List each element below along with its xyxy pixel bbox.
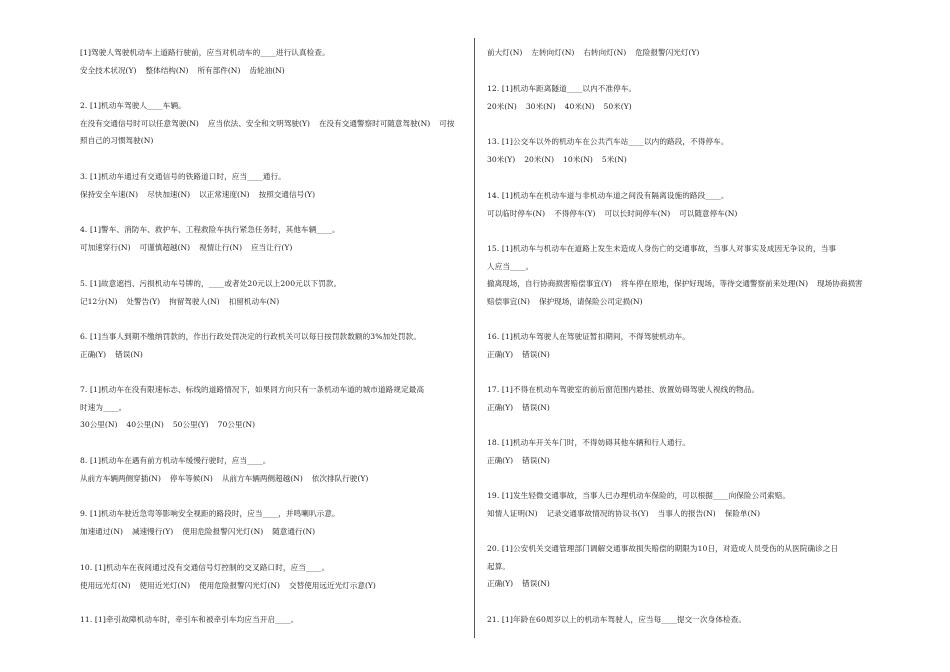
option: 交替使用远近光灯示意(Y)	[289, 580, 376, 590]
option: 随意通行(N)	[272, 526, 316, 536]
question-text: 19. [1]发生轻微交通事故，当事人已办理机动车保险的，可以根据____向保险公司索赔。	[487, 491, 791, 500]
option: 所有部件(N)	[197, 65, 241, 75]
question-options	[80, 416, 462, 434]
option: 正确(Y)	[80, 349, 107, 359]
question-options	[80, 186, 462, 204]
option: 拘留驾驶人(N)	[169, 296, 220, 306]
option: 30公里(N)	[80, 420, 118, 429]
option: 将车停在原地，保护好现场，等待交通警察前来处理(N)	[620, 279, 809, 288]
option: 保持安全车速(N)	[80, 189, 139, 199]
option: 保护现场，请保险公司定损(N)	[538, 296, 643, 306]
option: 正确(Y)	[487, 455, 514, 465]
option: 停车等候(N)	[169, 473, 213, 483]
question-21	[487, 611, 869, 629]
question-4	[80, 221, 462, 256]
question-options	[487, 205, 869, 223]
question-text: 4. [1]警车、消防车、救护车、工程救险车执行紧急任务时，其他车辆____。	[80, 225, 340, 234]
question-3	[80, 168, 462, 203]
column-divider	[474, 38, 475, 638]
option: 扣留机动车(N)	[228, 296, 280, 306]
option: 加速通过(N)	[80, 526, 123, 536]
question-text-cont: 起算。	[487, 561, 511, 571]
option: 以正常速度(N)	[199, 189, 250, 199]
question-options	[487, 275, 869, 310]
question-options	[80, 239, 462, 257]
option: 可加速穿行(N)	[80, 242, 131, 252]
question-options	[80, 346, 462, 364]
question-text: [1]驾驶人驾驶机动车上道路行驶前，应当对机动车的____进行认真检查。	[80, 48, 330, 57]
question-text: 18. [1]机动车开关车门时，不得妨碍其他车辆和行人通行。	[487, 438, 690, 447]
option: 按照交通信号(Y)	[258, 189, 316, 199]
question-text: 21. [1]年龄在60周岁以上的机动车驾驶人，应当每____提交一次身体检查。	[487, 615, 747, 624]
option: 正确(Y)	[487, 402, 514, 412]
question-text: 2. [1]机动车驾驶人____车辆。	[80, 101, 186, 110]
option: 使用远光灯(N)	[80, 580, 131, 590]
option: 处警告(Y)	[126, 296, 161, 306]
option: 错误(N)	[522, 349, 550, 359]
question-text-cont: 人应当____。	[487, 261, 534, 271]
option: 40米(N)	[564, 101, 595, 111]
question-16	[487, 328, 869, 363]
question-9	[80, 505, 462, 540]
option: 记录交通事故情况的协议书(Y)	[546, 508, 649, 518]
question-options	[487, 98, 869, 116]
option: 5米(N)	[601, 154, 627, 164]
option: 错误(N)	[522, 402, 550, 412]
option: 知情人证明(N)	[487, 508, 538, 518]
question-options	[80, 62, 462, 80]
question-8	[80, 452, 462, 487]
question-options	[487, 44, 869, 62]
question-text: 6. [1]当事人到期不缴纳罚款的，作出行政处罚决定的行政机关可以每日按罚款数额的3%加处罚款。	[80, 332, 422, 341]
question-13	[487, 133, 869, 168]
question-2	[80, 97, 462, 150]
question-text: 13. [1]公交车以外的机动车在公共汽车站____以内的路段，不得停车。	[487, 137, 729, 146]
question-options	[80, 293, 462, 311]
question-1	[80, 44, 462, 79]
option: 20米(N)	[487, 101, 517, 111]
option: 30米(Y)	[487, 154, 516, 164]
option: 当事人的报告(N)	[657, 508, 716, 518]
question-text: 9. [1]机动车驶近急弯等影响安全视距的路段时，应当____，并鸣喇叭示意。	[80, 509, 340, 518]
question-options	[487, 452, 869, 470]
question-text: 5. [1]故意遮挡、污损机动车号牌的，____或者处20元以上200元以下罚款。	[80, 279, 342, 288]
option: 正确(Y)	[487, 579, 514, 588]
option: 左转向灯(N)	[531, 48, 575, 57]
option: 可以长时间停车(N)	[604, 208, 671, 218]
option: 可按照自己的习惯驾驶(N)	[80, 118, 455, 145]
question-19	[487, 487, 869, 522]
question-options	[80, 470, 462, 488]
option: 使用危险报警闪光灯(N)	[182, 526, 264, 536]
question-text: 17. [1]不得在机动车驾驶室的前后窗范围内悬挂、放置妨碍驾驶人视线的物品。	[487, 385, 760, 394]
option: 整体结构(N)	[145, 65, 189, 75]
question-text: 8. [1]机动车在遇有前方机动车缓慢行驶时，应当____。	[80, 456, 271, 465]
option: 右转向灯(N)	[583, 48, 627, 57]
option: 现场协商损害赔偿事宜(N)	[487, 279, 863, 306]
question-15	[487, 240, 869, 310]
question-options	[487, 575, 869, 593]
question-options	[80, 115, 462, 150]
option: 危险报警闪光灯(Y)	[635, 48, 700, 57]
option: 70公里(N)	[217, 420, 256, 429]
option: 使用近光灯(N)	[139, 580, 191, 590]
option: 可以临时停车(N)	[487, 208, 546, 218]
question-options	[487, 505, 869, 523]
question-6	[80, 328, 462, 363]
option: 错误(N)	[522, 455, 550, 465]
option: 在没有交通信号时可以任意驾驶(N)	[80, 118, 199, 128]
question-options	[487, 151, 869, 169]
question-5	[80, 275, 462, 310]
option: 保险单(N)	[724, 508, 761, 518]
question-11-options	[487, 44, 869, 62]
option: 记12分(N)	[80, 296, 118, 306]
option: 50公里(Y)	[172, 420, 209, 429]
question-text: 20. [1]公安机关交通管理部门调解交通事故损失赔偿的期限为10日，对造成人员受伤的从医院确诊之日	[487, 544, 839, 553]
option: 10米(N)	[563, 154, 593, 164]
question-20	[487, 540, 869, 593]
option: 错误(N)	[522, 579, 550, 588]
question-text: 12. [1]机动车距离隧道____以内不准停车。	[487, 84, 637, 93]
question-text: 7. [1]机动车在没有限速标志、标线的道路情况下，如果同方向只有一条机动车道的城市道路规定最高	[80, 385, 425, 394]
option: 安全技术状况(Y)	[80, 65, 137, 75]
option: 30米(N)	[525, 101, 556, 111]
option: 从前方车辆两侧穿插(N)	[80, 473, 161, 483]
option: 50米(Y)	[603, 101, 632, 111]
option: 应当依法、安全和文明驾驶(Y)	[207, 118, 310, 128]
question-options	[487, 399, 869, 417]
option: 可谨慎超越(N)	[139, 242, 191, 252]
question-18	[487, 434, 869, 469]
option: 尽快加速(N)	[147, 189, 191, 199]
question-11	[80, 611, 462, 629]
question-14	[487, 187, 869, 222]
question-text: 10. [1]机动车在夜间通过没有交通信号灯控制的交叉路口时，应当____。	[80, 563, 330, 572]
question-text: 14. [1]机动车在机动车道与非机动车道之间没有隔离设施的路段____。	[487, 191, 729, 200]
question-options	[80, 577, 462, 595]
question-12	[487, 80, 869, 115]
option: 前大灯(N)	[487, 48, 523, 57]
option: 应当让行(Y)	[251, 242, 293, 252]
option: 依次排队行驶(Y)	[311, 473, 369, 483]
question-text: 3. [1]机动车通过有交通信号的铁路道口时，应当____通行。	[80, 172, 286, 181]
question-text: 16. [1]机动车驾驶人在驾驶证暂扣期间，不得驾驶机动车。	[487, 332, 690, 341]
question-options	[487, 346, 869, 364]
option: 在没有交通警察时可随意驾驶(N)	[318, 118, 431, 128]
option: 齿轮油(N)	[249, 65, 285, 75]
option: 正确(Y)	[487, 349, 514, 359]
option: 错误(N)	[115, 349, 143, 359]
option: 从前方车辆两侧超越(N)	[221, 473, 303, 483]
question-7	[80, 381, 462, 434]
option: 减速慢行(Y)	[131, 526, 174, 536]
question-options	[80, 523, 462, 541]
option: 不得停车(Y)	[554, 208, 596, 218]
question-text-cont: 时速为____。	[80, 402, 127, 412]
question-10	[80, 559, 462, 594]
option: 使用危险报警闪光灯(N)	[199, 580, 281, 590]
question-text: 11. [1]牵引故障机动车时，牵引车和被牵引车均应当开启____。	[80, 615, 299, 624]
option: 撤离现场，自行协商损害赔偿事宜(Y)	[487, 279, 612, 288]
option: 40公里(N)	[126, 420, 164, 429]
option: 可以随意停车(N)	[679, 208, 738, 218]
option: 视情让行(N)	[199, 242, 243, 252]
option: 20米(N)	[524, 154, 555, 164]
question-17	[487, 381, 869, 416]
question-text: 15. [1]机动车与机动车在道路上发生未造成人身伤亡的交通事故，当事人对事实及成因无争议的，当事	[487, 244, 837, 253]
